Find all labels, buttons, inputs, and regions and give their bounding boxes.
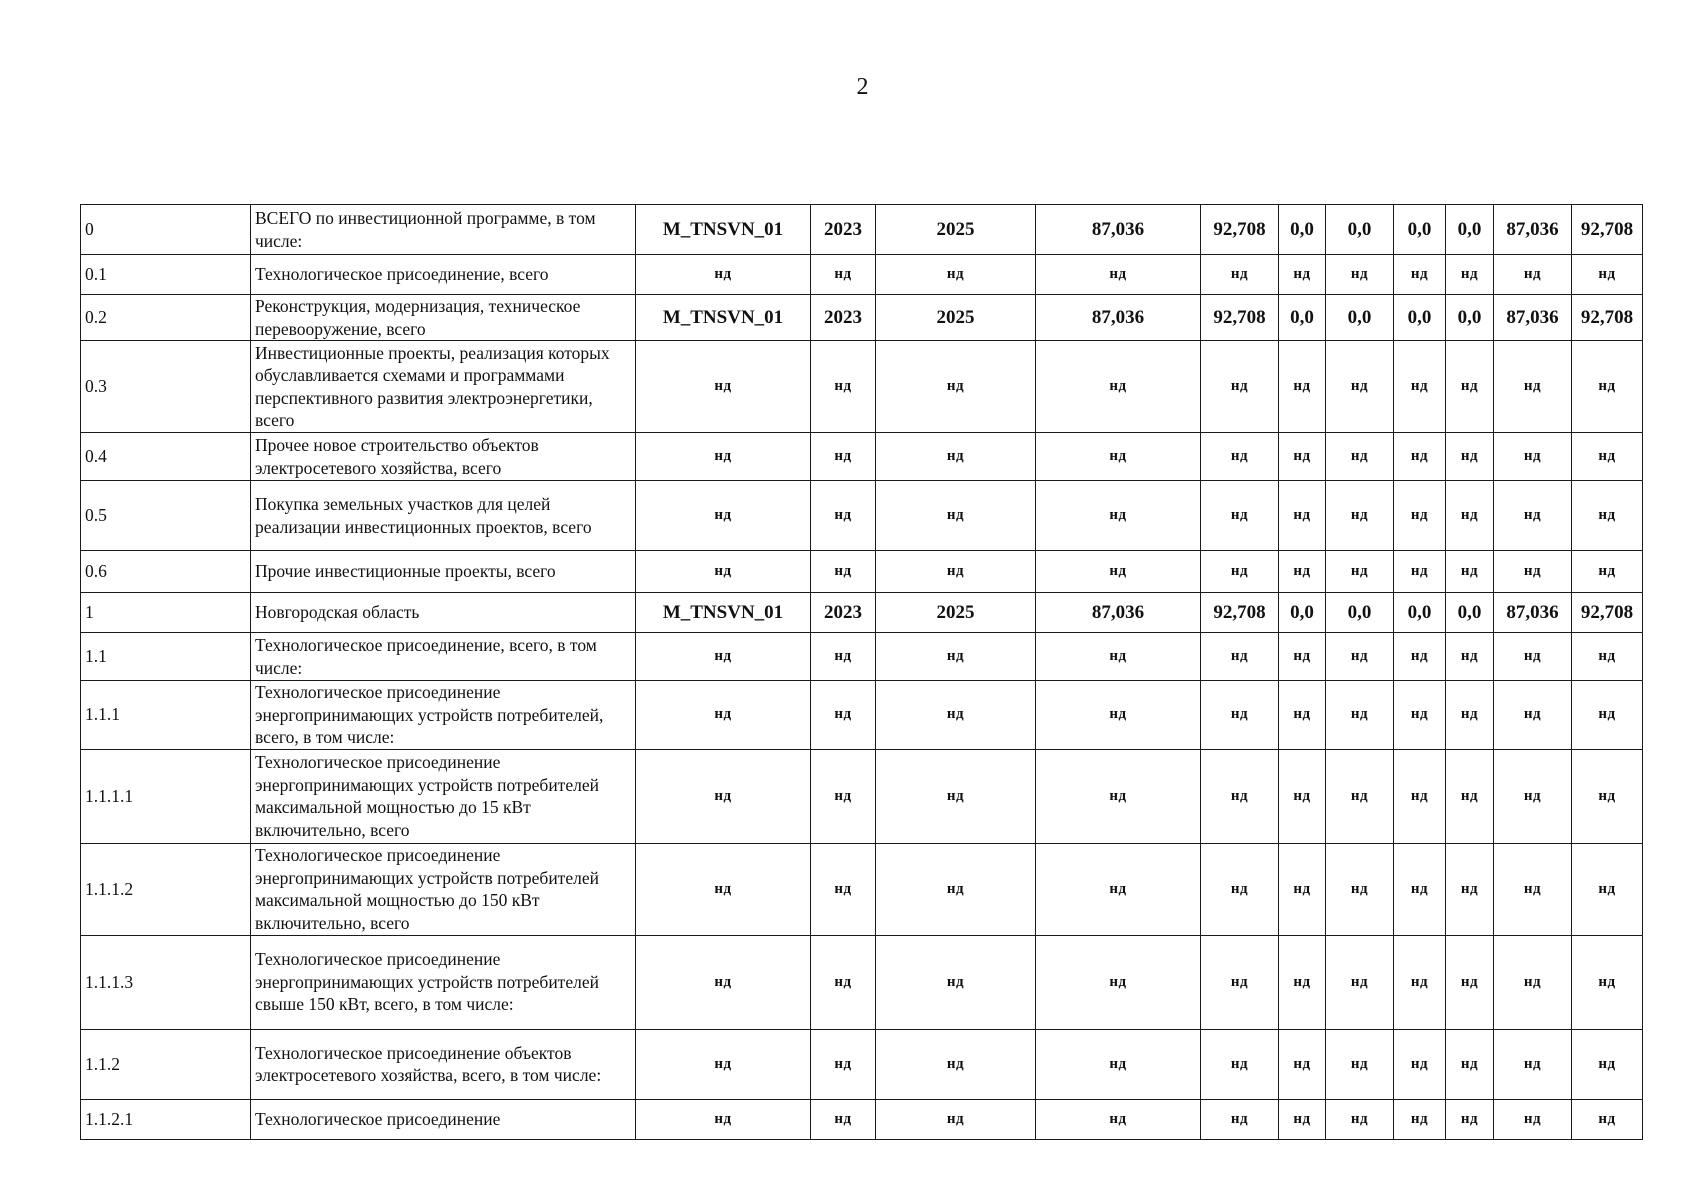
row-name: Новгородская область [251, 593, 636, 633]
row-value: нд [1036, 1099, 1201, 1139]
row-value: нд [1326, 935, 1394, 1029]
row-value: нд [1394, 633, 1446, 681]
table-row [81, 433, 1643, 481]
row-value: нд [1036, 935, 1201, 1029]
row-value: 2025 [876, 593, 1036, 633]
row-value: нд [1572, 433, 1643, 481]
row-value: нд [1572, 681, 1643, 750]
row-value: нд [811, 341, 876, 433]
row-value: 0,0 [1394, 593, 1446, 633]
row-name: ВСЕГО по инвестиционной программе, в том числе: [251, 205, 636, 255]
row-value: нд [636, 749, 811, 843]
row-code: 1.1.1.2 [81, 843, 251, 935]
row-value: нд [811, 481, 876, 551]
row-value: нд [1394, 1099, 1446, 1139]
row-value: нд [1494, 433, 1572, 481]
row-value: нд [876, 843, 1036, 935]
row-value: нд [876, 681, 1036, 750]
table-row [81, 749, 1643, 843]
row-value: нд [636, 433, 811, 481]
row-value: 92,708 [1572, 593, 1643, 633]
row-value: нд [1036, 749, 1201, 843]
row-value: нд [1394, 433, 1446, 481]
row-value: нд [1201, 843, 1279, 935]
row-value: 2025 [876, 295, 1036, 341]
row-value: нд [636, 1029, 811, 1099]
row-value: нд [1446, 843, 1494, 935]
row-value: нд [1326, 633, 1394, 681]
row-value: нд [1201, 433, 1279, 481]
row-value: нд [636, 481, 811, 551]
row-value: 0,0 [1446, 205, 1494, 255]
row-value: нд [1326, 255, 1394, 295]
row-value: нд [1279, 681, 1326, 750]
row-code: 1.1.2.1 [81, 1099, 251, 1139]
row-value: нд [1494, 481, 1572, 551]
row-value: нд [1279, 749, 1326, 843]
row-value: нд [876, 935, 1036, 1029]
row-value: нд [876, 481, 1036, 551]
row-value: нд [1036, 433, 1201, 481]
row-value: нд [1494, 1099, 1572, 1139]
row-value: нд [811, 681, 876, 750]
row-value: нд [1446, 255, 1494, 295]
row-value: нд [1279, 341, 1326, 433]
row-value: нд [1326, 551, 1394, 593]
row-value: нд [1446, 551, 1494, 593]
row-value: 2023 [811, 205, 876, 255]
row-value: нд [1279, 551, 1326, 593]
table-row [81, 551, 1643, 593]
table-row [81, 1099, 1643, 1139]
row-value: нд [1326, 843, 1394, 935]
row-code: 1.1.2 [81, 1029, 251, 1099]
row-value: 0,0 [1446, 295, 1494, 341]
row-value: нд [811, 1029, 876, 1099]
row-code: 1.1.1.3 [81, 935, 251, 1029]
row-value: нд [1326, 1099, 1394, 1139]
row-value: нд [636, 935, 811, 1029]
row-value: нд [876, 433, 1036, 481]
table-row [81, 633, 1643, 681]
row-name: Технологическое присоединение объектов электросетевого хозяйства, всего, в том числе: [251, 1029, 636, 1099]
row-value: нд [1494, 681, 1572, 750]
row-name: Инвестиционные проекты, реализация которых обуславливается схемами и программами перспективного развития электроэнергетики, всего [251, 341, 636, 433]
row-value: нд [1394, 481, 1446, 551]
table-row [81, 295, 1643, 341]
row-name: Технологическое присоединение, всего, в том числе: [251, 633, 636, 681]
row-value: нд [1394, 1029, 1446, 1099]
row-value: нд [876, 749, 1036, 843]
row-code: 1.1.1 [81, 681, 251, 750]
row-code: 0.3 [81, 341, 251, 433]
row-value: нд [1494, 843, 1572, 935]
row-value: 0,0 [1326, 593, 1394, 633]
row-value: нд [1201, 1029, 1279, 1099]
row-value: нд [811, 935, 876, 1029]
row-value: нд [1572, 481, 1643, 551]
row-value: нд [876, 551, 1036, 593]
investment-program-table [80, 204, 1643, 1140]
row-value: нд [1446, 681, 1494, 750]
row-value: нд [1326, 433, 1394, 481]
row-value: нд [1201, 633, 1279, 681]
row-value: нд [1036, 633, 1201, 681]
row-value: нд [1036, 1029, 1201, 1099]
row-value: 0,0 [1279, 205, 1326, 255]
row-value: нд [1201, 935, 1279, 1029]
row-value: 0,0 [1279, 295, 1326, 341]
row-code: 0.1 [81, 255, 251, 295]
row-value: нд [1201, 1099, 1279, 1139]
row-value: нд [1279, 1099, 1326, 1139]
row-value: нд [1036, 843, 1201, 935]
row-value: нд [1572, 935, 1643, 1029]
row-value: нд [1036, 681, 1201, 750]
row-value: нд [1036, 341, 1201, 433]
row-value: нд [636, 843, 811, 935]
table-row [81, 481, 1643, 551]
row-value: нд [811, 749, 876, 843]
row-code: 0.6 [81, 551, 251, 593]
row-value: нд [1326, 481, 1394, 551]
row-value: нд [1572, 633, 1643, 681]
row-value: нд [1036, 255, 1201, 295]
row-value: нд [1201, 551, 1279, 593]
row-value: нд [1494, 749, 1572, 843]
row-value: нд [1201, 749, 1279, 843]
table-row [81, 935, 1643, 1029]
row-code: 0.4 [81, 433, 251, 481]
row-value: нд [1446, 341, 1494, 433]
row-value: нд [876, 341, 1036, 433]
row-value: нд [1494, 1029, 1572, 1099]
row-code: 0 [81, 205, 251, 255]
row-value: 87,036 [1494, 205, 1572, 255]
row-value: нд [636, 681, 811, 750]
row-value: нд [636, 551, 811, 593]
row-value: нд [811, 843, 876, 935]
row-value: нд [1279, 433, 1326, 481]
row-name: Покупка земельных участков для целей реализации инвестиционных проектов, всего [251, 481, 636, 551]
row-value: нд [1572, 551, 1643, 593]
row-value: нд [1446, 935, 1494, 1029]
row-value: M_TNSVN_01 [636, 295, 811, 341]
row-value: нд [1036, 551, 1201, 593]
row-value: 87,036 [1494, 593, 1572, 633]
row-value: 92,708 [1201, 295, 1279, 341]
row-value: нд [1279, 843, 1326, 935]
row-code: 0.2 [81, 295, 251, 341]
row-value: нд [1394, 935, 1446, 1029]
row-value: 0,0 [1446, 593, 1494, 633]
row-value: нд [1326, 681, 1394, 750]
row-value: нд [876, 1029, 1036, 1099]
row-value: 92,708 [1572, 295, 1643, 341]
row-value: нд [1494, 551, 1572, 593]
row-value: нд [1572, 255, 1643, 295]
row-value: нд [1326, 1029, 1394, 1099]
row-value: нд [1394, 341, 1446, 433]
table-row [81, 341, 1643, 433]
row-value: 2023 [811, 593, 876, 633]
row-value: нд [1494, 255, 1572, 295]
row-value: 0,0 [1326, 295, 1394, 341]
row-code: 1.1.1.1 [81, 749, 251, 843]
row-value: 87,036 [1036, 205, 1201, 255]
table-row [81, 843, 1643, 935]
row-value: нд [811, 551, 876, 593]
row-value: нд [1201, 481, 1279, 551]
page-number: 2 [856, 74, 869, 100]
row-name: Технологическое присоединение [251, 1099, 636, 1139]
row-value: нд [636, 1099, 811, 1139]
table-body [81, 205, 1643, 1140]
row-value: 92,708 [1572, 205, 1643, 255]
row-value: нд [1572, 1099, 1643, 1139]
row-value: нд [1494, 633, 1572, 681]
row-value: нд [1279, 633, 1326, 681]
row-value: нд [1279, 481, 1326, 551]
row-name: Технологическое присоединение энергопринимающих устройств потребителей максимальной мощностью до 150 кВт включительно, всего [251, 843, 636, 935]
table-row [81, 255, 1643, 295]
row-value: нд [1326, 341, 1394, 433]
row-value: 0,0 [1394, 295, 1446, 341]
row-value: нд [1201, 255, 1279, 295]
row-name: Технологическое присоединение, всего [251, 255, 636, 295]
row-value: нд [1279, 935, 1326, 1029]
row-value: нд [1446, 633, 1494, 681]
row-value: нд [1279, 255, 1326, 295]
row-value: нд [1394, 749, 1446, 843]
row-value: 0,0 [1279, 593, 1326, 633]
row-name: Технологическое присоединение энергопринимающих устройств потребителей свыше 150 кВт, всего, в том числе: [251, 935, 636, 1029]
row-value: нд [1572, 341, 1643, 433]
row-value: нд [811, 633, 876, 681]
row-value: M_TNSVN_01 [636, 593, 811, 633]
row-value: нд [1201, 341, 1279, 433]
row-value: нд [636, 341, 811, 433]
row-value: нд [1279, 1029, 1326, 1099]
row-code: 0.5 [81, 481, 251, 551]
table-row [81, 205, 1643, 255]
row-value: нд [876, 255, 1036, 295]
row-value: нд [1394, 681, 1446, 750]
row-value: нд [1036, 481, 1201, 551]
row-value: нд [1326, 749, 1394, 843]
row-value: нд [811, 255, 876, 295]
table-row [81, 593, 1643, 633]
row-value: нд [1394, 551, 1446, 593]
row-value: 87,036 [1036, 593, 1201, 633]
row-value: нд [1394, 843, 1446, 935]
row-code: 1.1 [81, 633, 251, 681]
row-value: нд [1572, 749, 1643, 843]
row-value: нд [1446, 1029, 1494, 1099]
row-value: нд [1201, 681, 1279, 750]
row-value: нд [1446, 1099, 1494, 1139]
row-value: нд [1394, 255, 1446, 295]
row-value: M_TNSVN_01 [636, 205, 811, 255]
table-row [81, 681, 1643, 750]
row-value: 92,708 [1201, 205, 1279, 255]
row-name: Реконструкция, модернизация, техническое перевооружение, всего [251, 295, 636, 341]
row-code: 1 [81, 593, 251, 633]
row-value: нд [811, 433, 876, 481]
row-value: нд [636, 255, 811, 295]
row-value: нд [811, 1099, 876, 1139]
row-name: Прочие инвестиционные проекты, всего [251, 551, 636, 593]
row-value: 0,0 [1394, 205, 1446, 255]
table-row [81, 1029, 1643, 1099]
row-value: 92,708 [1201, 593, 1279, 633]
row-name: Технологическое присоединение энергопринимающих устройств потребителей максимальной мощностью до 15 кВт включительно, всего [251, 749, 636, 843]
row-value: 87,036 [1494, 295, 1572, 341]
row-name: Технологическое присоединение энергопринимающих устройств потребителей, всего, в том числе: [251, 681, 636, 750]
row-value: нд [1446, 749, 1494, 843]
row-value: 0,0 [1326, 205, 1394, 255]
row-value: нд [1446, 481, 1494, 551]
row-value: нд [1572, 843, 1643, 935]
row-value: нд [876, 633, 1036, 681]
row-value: 2023 [811, 295, 876, 341]
row-value: нд [876, 1099, 1036, 1139]
row-name: Прочее новое строительство объектов электросетевого хозяйства, всего [251, 433, 636, 481]
row-value: 2025 [876, 205, 1036, 255]
row-value: нд [636, 633, 811, 681]
row-value: нд [1572, 1029, 1643, 1099]
row-value: нд [1494, 341, 1572, 433]
row-value: нд [1446, 433, 1494, 481]
row-value: нд [1494, 935, 1572, 1029]
row-value: 87,036 [1036, 295, 1201, 341]
